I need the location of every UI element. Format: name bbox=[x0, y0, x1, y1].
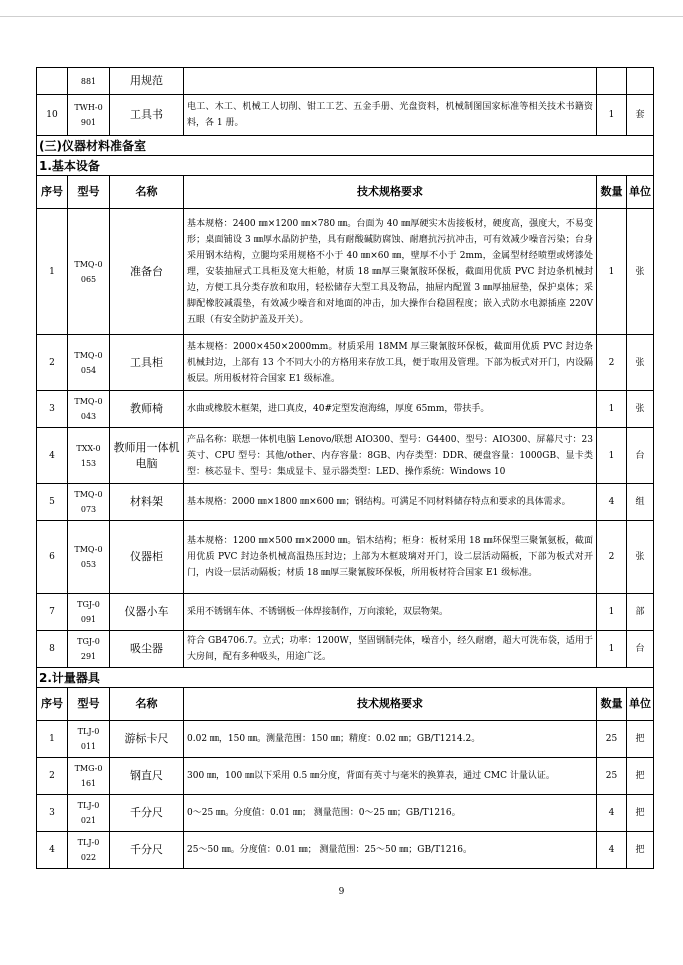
row-qty: 25 bbox=[597, 758, 627, 795]
row-no: 5 bbox=[37, 484, 68, 521]
row-model: 881 bbox=[68, 68, 110, 95]
row-qty bbox=[597, 68, 627, 95]
header-no: 序号 bbox=[37, 176, 68, 209]
row-spec: 基本规格：1200 ㎜×500 ㎜×2000 ㎜。铝木结构；柜身：板材采用 18 ㎜环保型三聚氰氨板，截面用优质 PVC 封边条机械高温热压封边；上部为木框玻璃对开门，设二层活动隔板，下部为板式对开门，内设一层活动隔板；材质 18 ㎜厚三聚氰胺环保板，所用板材符合国家 E1 级标准。 bbox=[184, 521, 597, 594]
header-unit: 单位 bbox=[627, 688, 654, 721]
row-model: TMQ-0 053 bbox=[68, 521, 110, 594]
row-qty: 1 bbox=[597, 95, 627, 136]
row-name: 千分尺 bbox=[110, 832, 184, 869]
row-unit: 台 bbox=[627, 631, 654, 668]
header-no: 序号 bbox=[37, 688, 68, 721]
row-no: 10 bbox=[37, 95, 68, 136]
table-row bbox=[37, 391, 654, 428]
header-qty: 数量 bbox=[597, 176, 627, 209]
header-rule bbox=[0, 16, 683, 17]
row-qty: 4 bbox=[597, 832, 627, 869]
row-spec: 电工、木工、机械工人切削、钳工工艺、五金手册、光盘资料，机械制图国家标准等相关技术书籍资料，各 1 册。 bbox=[184, 95, 597, 136]
row-qty: 1 bbox=[597, 391, 627, 428]
row-spec: 水曲或橡胶木框架，进口真皮，40#定型发泡海绵，厚度 65mm，带扶手。 bbox=[184, 391, 597, 428]
row-name: 仪器小车 bbox=[110, 594, 184, 631]
row-qty: 2 bbox=[597, 335, 627, 391]
row-model: TMQ-0 073 bbox=[68, 484, 110, 521]
table-row bbox=[37, 428, 654, 484]
header-qty: 数量 bbox=[597, 688, 627, 721]
row-unit: 套 bbox=[627, 95, 654, 136]
row-no: 7 bbox=[37, 594, 68, 631]
row-model: TLJ-0 011 bbox=[68, 721, 110, 758]
table-row bbox=[37, 721, 654, 758]
row-qty: 1 bbox=[597, 594, 627, 631]
row-no: 3 bbox=[37, 795, 68, 832]
row-name: 用规范 bbox=[110, 68, 184, 95]
row-no: 1 bbox=[37, 721, 68, 758]
row-model: TMQ-0 065 bbox=[68, 209, 110, 335]
row-spec: 采用不锈钢车体、不锈钢板一体焊接制作，万向滚轮，双层物架。 bbox=[184, 594, 597, 631]
row-model: TMQ-0 054 bbox=[68, 335, 110, 391]
row-no: 8 bbox=[37, 631, 68, 668]
row-name: 工具书 bbox=[110, 95, 184, 136]
row-qty: 25 bbox=[597, 721, 627, 758]
table-row bbox=[37, 631, 654, 668]
row-no: 4 bbox=[37, 832, 68, 869]
row-spec: 25～50 ㎜。分度值：0.01 ㎜； 测量范围：25～50 ㎜；GB/T1216。 bbox=[184, 832, 597, 869]
subsection-measuring-tools: 2.计量器具 bbox=[37, 668, 654, 688]
header-model: 型号 bbox=[68, 176, 110, 209]
table-row bbox=[37, 521, 654, 594]
row-name: 吸尘器 bbox=[110, 631, 184, 668]
row-qty: 1 bbox=[597, 209, 627, 335]
row-name: 钢直尺 bbox=[110, 758, 184, 795]
row-spec: 300 ㎜，100 ㎜以下采用 0.5 ㎜分度，背面有英寸与毫米的换算表，通过 CMC 计量认证。 bbox=[184, 758, 597, 795]
header-name: 名称 bbox=[110, 688, 184, 721]
row-unit: 把 bbox=[627, 758, 654, 795]
row-no: 3 bbox=[37, 391, 68, 428]
table-header-row bbox=[37, 688, 654, 721]
table-row bbox=[37, 335, 654, 391]
table-row bbox=[37, 68, 654, 95]
header-spec: 技术规格要求 bbox=[184, 176, 597, 209]
row-model: TMG-0 161 bbox=[68, 758, 110, 795]
row-unit: 把 bbox=[627, 832, 654, 869]
row-name: 准备台 bbox=[110, 209, 184, 335]
row-name: 教师椅 bbox=[110, 391, 184, 428]
row-unit: 张 bbox=[627, 209, 654, 335]
row-spec: 0～25 ㎜。分度值：0.01 ㎜； 测量范围：0～25 ㎜；GB/T1216。 bbox=[184, 795, 597, 832]
row-qty: 1 bbox=[597, 428, 627, 484]
row-qty: 4 bbox=[597, 484, 627, 521]
row-unit: 张 bbox=[627, 521, 654, 594]
row-model: TWH-0 901 bbox=[68, 95, 110, 136]
table-row bbox=[37, 795, 654, 832]
row-model: TLJ-0 022 bbox=[68, 832, 110, 869]
table-header-row bbox=[37, 176, 654, 209]
row-unit bbox=[627, 68, 654, 95]
header-model: 型号 bbox=[68, 688, 110, 721]
row-spec: 基本规格：2000×450×2000mm。材质采用 18MM 厚三聚氰胺环保板，截面用优质 PVC 封边条机械封边，上部有 13 个不同大小的方格用来存放工具，便于取用及管理。下部为板式对开门，内设隔板层。所用板材符合国家 E1 级标准。 bbox=[184, 335, 597, 391]
row-spec bbox=[184, 68, 597, 95]
row-spec: 基本规格：2000 ㎜×1800 ㎜×600 ㎜；钢结构。可满足不同材料储存特点和要求的具体需求。 bbox=[184, 484, 597, 521]
row-no: 4 bbox=[37, 428, 68, 484]
row-no: 2 bbox=[37, 758, 68, 795]
row-model: TGJ-0 091 bbox=[68, 594, 110, 631]
row-model: TXX-0 153 bbox=[68, 428, 110, 484]
row-name: 千分尺 bbox=[110, 795, 184, 832]
row-spec: 基本规格：2400 ㎜×1200 ㎜×780 ㎜。台面为 40 ㎜厚硬实木齿接板材，硬度高，强度大，不易变形；桌面铺设 3 ㎜厚水晶防护垫，具有耐酸碱防腐蚀、耐磨抗污抗冲击，可有效减少噪音污染；台身采用钢木结构，立腿均采用规格不小于 40 ㎜×60 ㎜，壁厚不小于 2mm，金属型材经喷塑或烤漆处理，安装抽屉式工具柜及宽大柜舱，材质 18 ㎜厚三聚氰胺环保板，截面用优质 PVC 封边条机械封边，方便工具分类存放和取用，轻松储存大型工具及物品，抽屉内配置 3 ㎜厚抽屉垫，保护桌体；采脚配橡胶减震垫，有效减少噪音和对地面的冲击，加大操作台稳固程度；嵌入式防水电源插座 220V 五眼（有安全防护盖及开关）。 bbox=[184, 209, 597, 335]
row-model: TGJ-0 291 bbox=[68, 631, 110, 668]
row-unit: 部 bbox=[627, 594, 654, 631]
table-row bbox=[37, 209, 654, 335]
table-row bbox=[37, 594, 654, 631]
row-spec: 符合 GB4706.7。立式；功率：1200W，坚固钢制壳体，噪音小，经久耐磨，超大可洗布袋，适用于大房间，配有多种吸头，用途广泛。 bbox=[184, 631, 597, 668]
row-no: 1 bbox=[37, 209, 68, 335]
row-name: 游标卡尺 bbox=[110, 721, 184, 758]
row-unit: 张 bbox=[627, 335, 654, 391]
section-title: (三)仪器材料准备室 bbox=[37, 136, 654, 156]
row-name: 仪器柜 bbox=[110, 521, 184, 594]
row-unit: 把 bbox=[627, 795, 654, 832]
row-unit: 台 bbox=[627, 428, 654, 484]
table-row bbox=[37, 484, 654, 521]
table-row bbox=[37, 95, 654, 136]
row-no bbox=[37, 68, 68, 95]
subsection-basic-equipment: 1.基本设备 bbox=[37, 156, 654, 176]
row-name: 材料架 bbox=[110, 484, 184, 521]
row-unit: 把 bbox=[627, 721, 654, 758]
row-qty: 4 bbox=[597, 795, 627, 832]
row-qty: 2 bbox=[597, 521, 627, 594]
row-no: 6 bbox=[37, 521, 68, 594]
page-number: 9 bbox=[338, 887, 345, 897]
row-spec: 0.02 ㎜，150 ㎜。测量范围：150 ㎜；精度：0.02 ㎜；GB/T1214.2。 bbox=[184, 721, 597, 758]
header-spec: 技术规格要求 bbox=[184, 688, 597, 721]
table-row bbox=[37, 832, 654, 869]
header-name: 名称 bbox=[110, 176, 184, 209]
header-unit: 单位 bbox=[627, 176, 654, 209]
table-row bbox=[37, 758, 654, 795]
row-qty: 1 bbox=[597, 631, 627, 668]
row-name: 工具柜 bbox=[110, 335, 184, 391]
row-spec: 产品名称：联想一体机电脑 Lenovo/联想 AIO300、型号：G4400、型号：AIO300、屏幕尺寸：23 英寸、CPU 型号：其他/other、内存容量：8GB、内存类型：DDR、硬盘容量：1000GB、显卡类型：核芯显卡、型号：集成显卡、显示器类型：LED、操作系统：Windows 10 bbox=[184, 428, 597, 484]
row-name: 教师用一体机电脑 bbox=[110, 428, 184, 484]
row-model: TMQ-0 043 bbox=[68, 391, 110, 428]
row-model: TLJ-0 021 bbox=[68, 795, 110, 832]
row-unit: 张 bbox=[627, 391, 654, 428]
row-no: 2 bbox=[37, 335, 68, 391]
row-unit: 组 bbox=[627, 484, 654, 521]
equipment-table bbox=[36, 67, 654, 869]
